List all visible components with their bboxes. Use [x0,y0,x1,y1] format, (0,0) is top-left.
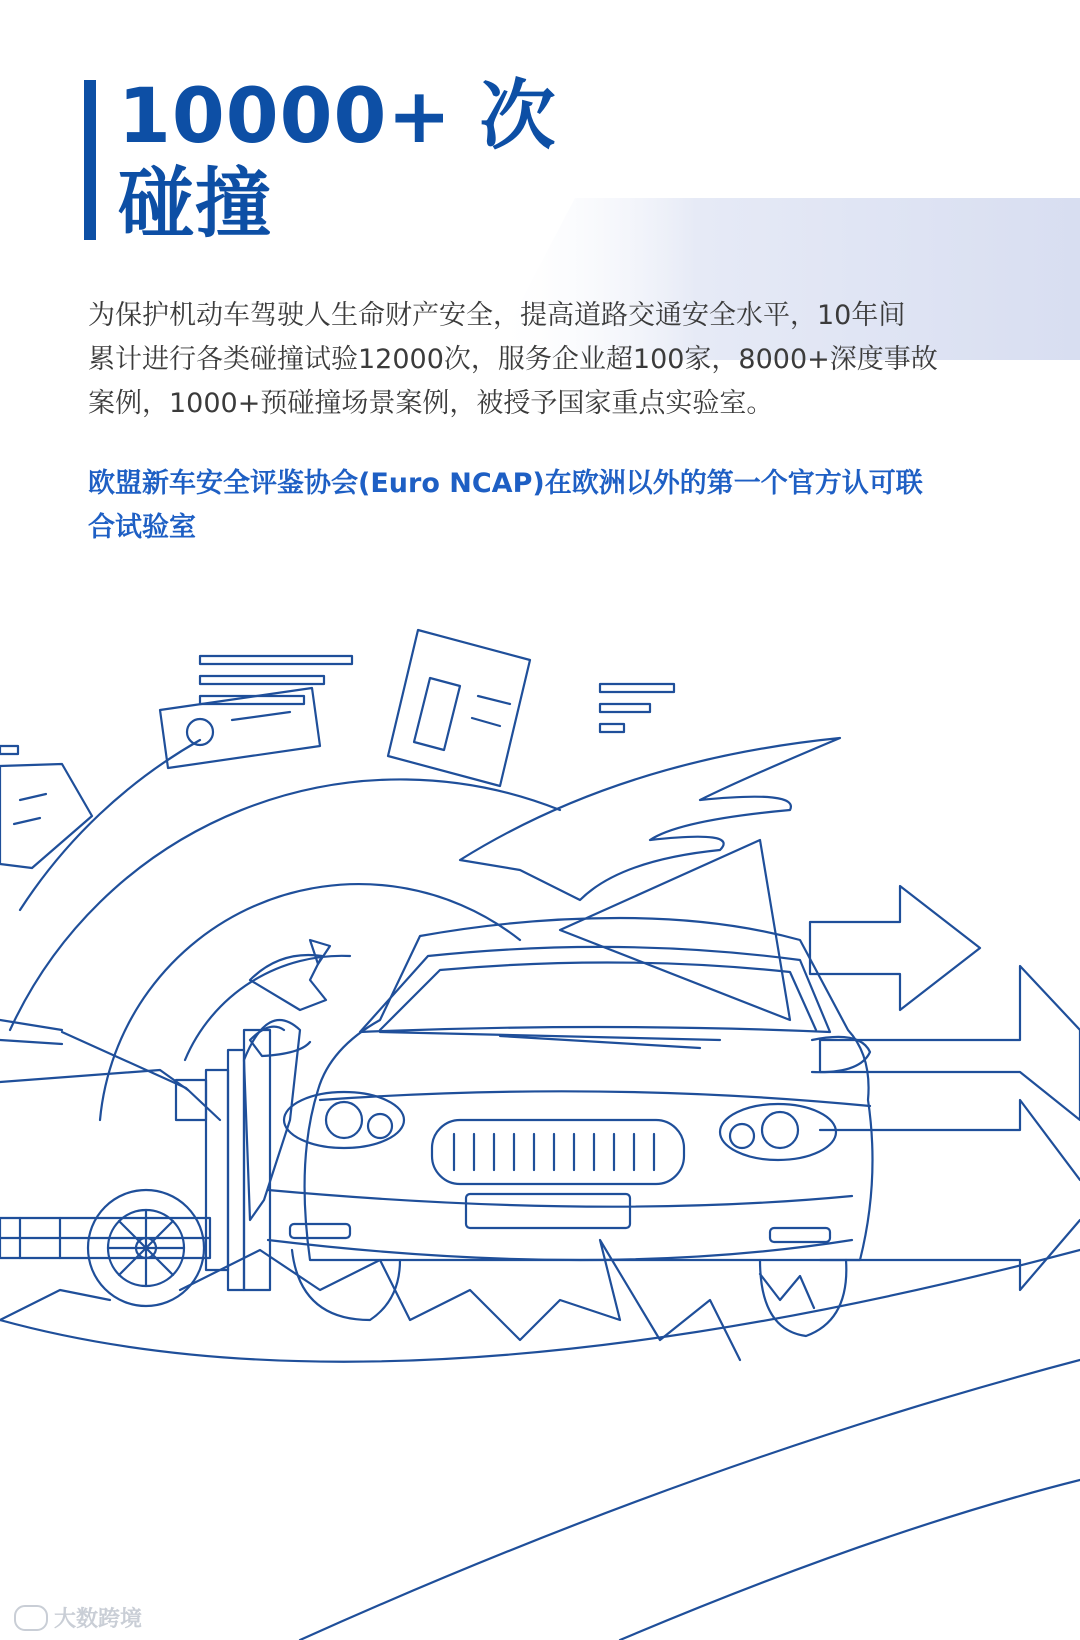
title-accent-bar [84,80,96,240]
description-paragraph [88,294,1008,426]
watermark-logo-icon [14,1605,48,1631]
description-line-1: 为保护机动车驾驶人生命财产安全，提高道路交通安全水平，10年间 [88,300,906,331]
highlight-line-1: 欧盟新车安全评鉴协会(Euro NCAP)在欧洲以外的第一个官方认可联 [88,468,923,499]
arrow-right-icons [810,886,1080,1290]
speed-swoosh [460,738,840,1020]
crash-sled [0,1020,270,1306]
highlight-line-2: 合试验室 [88,512,196,543]
watermark-text: 大数跨境 [54,1607,143,1632]
description-line-2: 累计进行各类碰撞试验12000次，服务企业超100家，8000+深度事故 [88,344,938,375]
watermark [14,1602,142,1633]
page-title [118,72,557,248]
title-line-2: 碰撞 [118,159,272,248]
highlight-statement [88,462,1008,550]
description-line-3: 案例，1000+预碰撞场景案例，被授予国家重点实验室。 [88,388,774,419]
crash-test-illustration [0,600,1080,1640]
radial-arcs [0,740,1080,1640]
document-icons [0,630,674,868]
impact-debris [0,940,740,1360]
title-line-1: 10000+ 次 [118,71,557,160]
car-illustration [250,918,873,1336]
